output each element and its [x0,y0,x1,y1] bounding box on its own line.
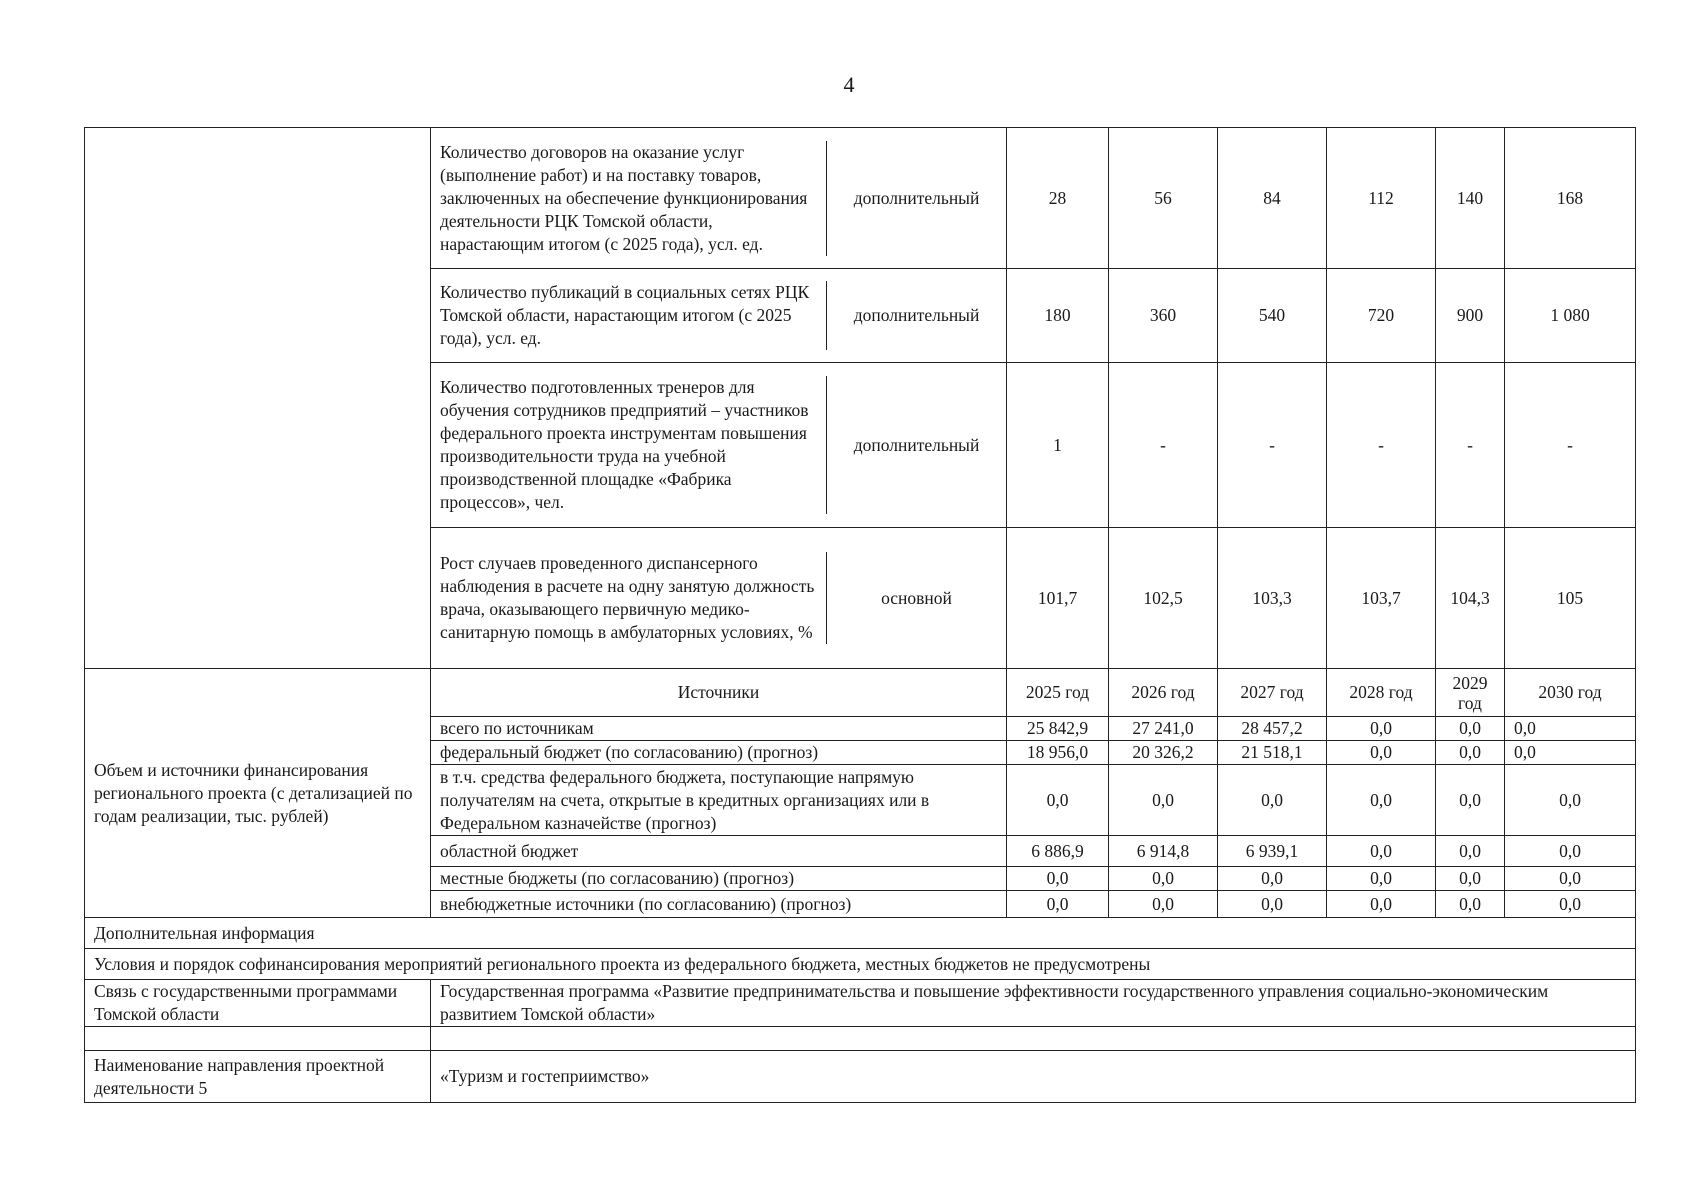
financing-value: 0,0 [1007,765,1109,836]
indicator-value: 112 [1327,128,1436,269]
indicator-value: 168 [1505,128,1636,269]
indicator-name [431,128,1007,269]
financing-value: 0,0 [1436,741,1505,765]
program-link-value: Государственная программа «Развитие предпринимательства и повышение эффективности государственного управления социально-экономическим развитием Томской области» [431,980,1636,1027]
indicator-name-text: Количество публикаций в социальных сетях РЦК Томской области, нарастающим итогом (с 2025 года), усл. ед. [440,281,827,350]
sources-header: Источники [431,669,1007,717]
indicator-value: 1 080 [1505,269,1636,363]
cofinancing-text: Условия и порядок софинансирования мероприятий регионального проекта из федерального бюджета, местных бюджетов не предусмотрены [85,949,1636,980]
financing-value: 25 842,9 [1007,717,1109,741]
indicator-value: - [1436,363,1505,528]
financing-label: Объем и источники финансирования регионального проекта (с детализацией по годам реализации, тыс. рублей) [85,669,431,918]
year-header: 2027 год [1218,669,1327,717]
direction-value: «Туризм и гостеприимство» [431,1051,1636,1103]
indicator-name [431,363,1007,528]
financing-value: 6 886,9 [1007,836,1109,867]
financing-value: 0,0 [1218,891,1327,918]
financing-value: 0,0 [1505,891,1636,918]
financing-value: 0,0 [1218,765,1327,836]
financing-source: всего по источникам [431,717,1007,741]
financing-value: 0,0 [1505,765,1636,836]
program-link-row [85,980,1636,1027]
financing-value: 0,0 [1327,717,1436,741]
indicator-value: 103,3 [1218,528,1327,669]
financing-value: 28 457,2 [1218,717,1327,741]
financing-value: 0,0 [1327,867,1436,891]
page-number: 4 [843,72,855,97]
indicator-type: дополнительный [853,434,980,455]
financing-value: 0,0 [1505,836,1636,867]
direction-label: Наименование направления проектной деятельности 5 [85,1051,431,1103]
financing-value: 0,0 [1436,765,1505,836]
financing-value: 27 241,0 [1109,717,1218,741]
indicator-value: - [1327,363,1436,528]
year-header: 2026 год [1109,669,1218,717]
year-header: 2029 год [1436,669,1505,717]
indicator-value: 540 [1218,269,1327,363]
indicator-value: 900 [1436,269,1505,363]
financing-value: 0,0 [1218,867,1327,891]
empty-label-cell [85,128,431,669]
year-header: 2025 год [1007,669,1109,717]
financing-value: 0,0 [1505,741,1636,765]
additional-info-heading: Дополнительная информация [85,918,1636,949]
additional-info-row [85,918,1636,949]
financing-source: местные бюджеты (по согласованию) (прогноз) [431,867,1007,891]
financing-source: в т.ч. средства федерального бюджета, поступающие напрямую получателям на счета, открытые в кредитных организациях или в Федеральном казначействе (прогноз) [431,765,1007,836]
indicator-value: 84 [1218,128,1327,269]
financing-value: 6 939,1 [1218,836,1327,867]
financing-value: 21 518,1 [1218,741,1327,765]
financing-header-row [85,669,1636,717]
financing-value: 20 326,2 [1109,741,1218,765]
indicator-value: - [1109,363,1218,528]
financing-value: 0,0 [1327,891,1436,918]
financing-value: 0,0 [1436,836,1505,867]
project-table [84,127,1636,1103]
direction-row [85,1051,1636,1103]
indicator-value: 101,7 [1007,528,1109,669]
indicator-row [85,128,1636,269]
blank-cell [431,1027,1636,1051]
cofinancing-row [85,949,1636,980]
financing-source: областной бюджет [431,836,1007,867]
financing-source: внебюджетные источники (по согласованию) (прогноз) [431,891,1007,918]
program-link-label: Связь с государственными программами Томской области [85,980,431,1027]
indicator-value: 28 [1007,128,1109,269]
indicator-type: дополнительный [853,187,980,208]
indicator-type: дополнительный [853,305,980,325]
financing-source: федеральный бюджет (по согласованию) (прогноз) [431,741,1007,765]
financing-value: 0,0 [1327,836,1436,867]
financing-value: 0,0 [1436,891,1505,918]
indicator-value: 1 [1007,363,1109,528]
indicator-value: 720 [1327,269,1436,363]
indicator-value: 180 [1007,269,1109,363]
indicator-name [431,269,1007,363]
financing-value: 0,0 [1109,891,1218,918]
indicator-name-text: Количество договоров на оказание услуг (выполнение работ) и на поставку товаров, заключенных на обеспечение функционирования деятельности РЦК Томской области, нарастающим итогом (с 2025 года), усл. ед. [440,141,827,256]
indicator-value: 140 [1436,128,1505,269]
indicator-value: 103,7 [1327,528,1436,669]
indicator-value: - [1505,363,1636,528]
indicator-value: 56 [1109,128,1218,269]
blank-row [85,1027,1636,1051]
financing-value: 0,0 [1007,867,1109,891]
indicator-value: - [1218,363,1327,528]
financing-value: 0,0 [1327,765,1436,836]
financing-value: 0,0 [1327,741,1436,765]
year-header: 2028 год [1327,669,1436,717]
indicator-name-text: Рост случаев проведенного диспансерного наблюдения в расчете на одну занятую должность врача, оказывающего первичную медико-санитарную помощь в амбулаторных условиях, % [440,552,827,644]
indicator-name-text: Количество подготовленных тренеров для обучения сотрудников предприятий – участников федерального проекта инструментам повышения производительности труда на учебной производственной площадке «Фабрика процессов», чел. [440,376,827,514]
indicator-value: 360 [1109,269,1218,363]
financing-value: 18 956,0 [1007,741,1109,765]
financing-value: 0,0 [1109,765,1218,836]
blank-cell [85,1027,431,1051]
indicator-value: 105 [1505,528,1636,669]
financing-value: 0,0 [1109,867,1218,891]
financing-value: 0,0 [1436,867,1505,891]
financing-value: 0,0 [1007,891,1109,918]
indicator-type: основной [881,587,952,608]
year-header: 2030 год [1505,669,1636,717]
financing-value: 6 914,8 [1109,836,1218,867]
financing-value: 0,0 [1436,717,1505,741]
indicator-value: 104,3 [1436,528,1505,669]
financing-value: 0,0 [1505,717,1636,741]
indicator-name [431,528,1007,669]
indicator-value: 102,5 [1109,528,1218,669]
financing-value: 0,0 [1505,867,1636,891]
